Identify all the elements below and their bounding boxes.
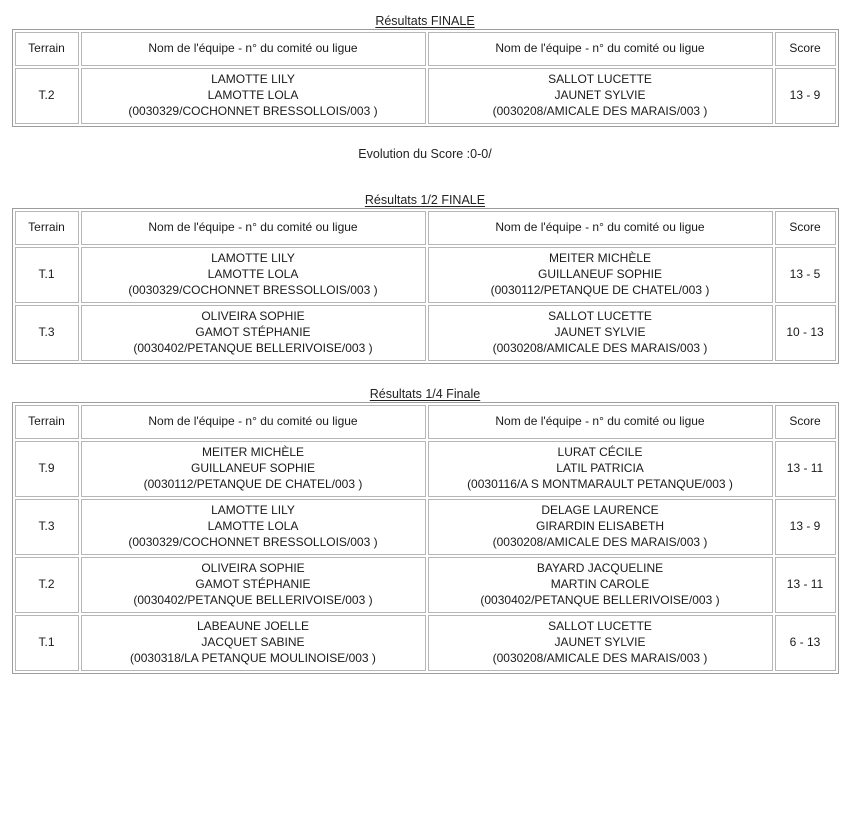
team-player-1: BAYARD JACQUELINE <box>536 561 664 576</box>
team-player-2: GAMOT STÉPHANIE <box>195 325 311 340</box>
team-club: (0030208/AMICALE DES MARAIS/003 ) <box>492 103 708 118</box>
cell-terrain: T.3 <box>15 305 79 361</box>
team-player-1: LURAT CÉCILE <box>557 445 643 460</box>
section-title-demi-finale-text: Résultats 1/2 FINALE <box>364 193 486 207</box>
team-player-2: JAUNET SYLVIE <box>554 635 646 650</box>
team-player-2: GUILLANEUF SOPHIE <box>190 461 316 476</box>
cell-terrain: T.3 <box>15 499 79 555</box>
team-player-1: LAMOTTE LILY <box>211 503 295 518</box>
cell-team-right <box>428 305 773 361</box>
team-club: (0030402/PETANQUE BELLERIVOISE/003 ) <box>133 340 373 355</box>
cell-team-left <box>81 499 426 555</box>
results-table-finale <box>12 29 839 127</box>
cell-terrain: T.2 <box>15 557 79 613</box>
evolution-du-score: Evolution du Score :0-0/ <box>358 147 492 161</box>
column-header-team-left: Nom de l'équipe - n° du comité ou ligue <box>81 32 426 66</box>
table-row <box>15 68 836 124</box>
table-header-row <box>15 211 836 245</box>
cell-terrain: T.9 <box>15 441 79 497</box>
team-player-1: SALLOT LUCETTE <box>548 72 652 87</box>
team-club: (0030402/PETANQUE BELLERIVOISE/003 ) <box>480 592 720 607</box>
table-row <box>15 247 836 303</box>
team-club: (0030329/COCHONNET BRESSOLLOIS/003 ) <box>128 103 378 118</box>
team-club: (0030402/PETANQUE BELLERIVOISE/003 ) <box>133 592 373 607</box>
team-player-1: LAMOTTE LILY <box>211 72 295 87</box>
section-title-finale <box>0 0 850 29</box>
cell-score: 13 - 11 <box>775 441 836 497</box>
cell-team-left <box>81 68 426 124</box>
team-player-2: JACQUET SABINE <box>201 635 305 650</box>
cell-score: 13 - 11 <box>775 557 836 613</box>
column-header-terrain: Terrain <box>15 211 79 245</box>
cell-team-right <box>428 247 773 303</box>
team-club: (0030116/A S MONTMARAULT PETANQUE/003 ) <box>467 476 733 491</box>
column-header-terrain: Terrain <box>15 32 79 66</box>
team-player-2: MARTIN CAROLE <box>550 577 650 592</box>
cell-terrain: T.1 <box>15 615 79 671</box>
section-title-quart-finale-text: Résultats 1/4 Finale <box>369 387 481 401</box>
section-title-quart-finale <box>0 387 850 402</box>
cell-score: 13 - 9 <box>775 68 836 124</box>
cell-team-right <box>428 68 773 124</box>
team-club: (0030208/AMICALE DES MARAIS/003 ) <box>492 650 708 665</box>
team-club: (0030112/PETANQUE DE CHATEL/003 ) <box>490 282 710 297</box>
table-row <box>15 305 836 361</box>
cell-score: 13 - 5 <box>775 247 836 303</box>
team-player-1: SALLOT LUCETTE <box>548 309 652 324</box>
column-header-score: Score <box>775 211 836 245</box>
cell-team-left <box>81 441 426 497</box>
cell-terrain: T.2 <box>15 68 79 124</box>
team-player-2: LAMOTTE LOLA <box>207 88 299 103</box>
team-player-1: LAMOTTE LILY <box>211 251 295 266</box>
team-player-2: JAUNET SYLVIE <box>554 325 646 340</box>
team-player-1: LABEAUNE JOELLE <box>196 619 310 634</box>
team-player-1: OLIVEIRA SOPHIE <box>201 561 305 576</box>
table-row <box>15 441 836 497</box>
column-header-team-left: Nom de l'équipe - n° du comité ou ligue <box>81 405 426 439</box>
cell-team-right <box>428 499 773 555</box>
section-title-demi-finale <box>0 193 850 208</box>
team-club: (0030329/COCHONNET BRESSOLLOIS/003 ) <box>128 282 378 297</box>
cell-team-right <box>428 615 773 671</box>
results-table-demi-finale <box>12 208 839 364</box>
cell-score: 6 - 13 <box>775 615 836 671</box>
column-header-team-left: Nom de l'équipe - n° du comité ou ligue <box>81 211 426 245</box>
team-player-2: JAUNET SYLVIE <box>554 88 646 103</box>
cell-score: 10 - 13 <box>775 305 836 361</box>
results-table-quart-finale <box>12 402 839 674</box>
team-player-1: OLIVEIRA SOPHIE <box>201 309 305 324</box>
cell-team-right <box>428 557 773 613</box>
team-club: (0030208/AMICALE DES MARAIS/003 ) <box>492 534 708 549</box>
team-player-2: GIRARDIN ELISABETH <box>535 519 665 534</box>
column-header-team-right: Nom de l'équipe - n° du comité ou ligue <box>428 405 773 439</box>
team-player-2: GUILLANEUF SOPHIE <box>537 267 663 282</box>
table-row <box>15 499 836 555</box>
team-club: (0030318/LA PETANQUE MOULINOISE/003 ) <box>130 650 376 665</box>
team-player-2: GAMOT STÉPHANIE <box>195 577 311 592</box>
team-club: (0030112/PETANQUE DE CHATEL/003 ) <box>143 476 363 491</box>
team-player-1: SALLOT LUCETTE <box>548 619 652 634</box>
table-row <box>15 615 836 671</box>
cell-terrain: T.1 <box>15 247 79 303</box>
column-header-score: Score <box>775 32 836 66</box>
team-player-2: LAMOTTE LOLA <box>207 519 299 534</box>
cell-team-left <box>81 557 426 613</box>
table-header-row <box>15 405 836 439</box>
team-player-1: MEITER MICHÈLE <box>548 251 651 266</box>
table-row <box>15 557 836 613</box>
cell-team-left <box>81 615 426 671</box>
column-header-score: Score <box>775 405 836 439</box>
cell-team-left <box>81 247 426 303</box>
team-player-1: MEITER MICHÈLE <box>201 445 304 460</box>
team-club: (0030208/AMICALE DES MARAIS/003 ) <box>492 340 708 355</box>
section-title-finale-text: Résultats FINALE <box>375 14 475 28</box>
column-header-terrain: Terrain <box>15 405 79 439</box>
cell-score: 13 - 9 <box>775 499 836 555</box>
team-player-2: LATIL PATRICIA <box>556 461 644 476</box>
team-club: (0030329/COCHONNET BRESSOLLOIS/003 ) <box>128 534 378 549</box>
column-header-team-right: Nom de l'équipe - n° du comité ou ligue <box>428 32 773 66</box>
column-header-team-right: Nom de l'équipe - n° du comité ou ligue <box>428 211 773 245</box>
cell-team-right <box>428 441 773 497</box>
cell-team-left <box>81 305 426 361</box>
team-player-2: LAMOTTE LOLA <box>207 267 299 282</box>
table-header-row <box>15 32 836 66</box>
team-player-1: DELAGE LAURENCE <box>541 503 659 518</box>
